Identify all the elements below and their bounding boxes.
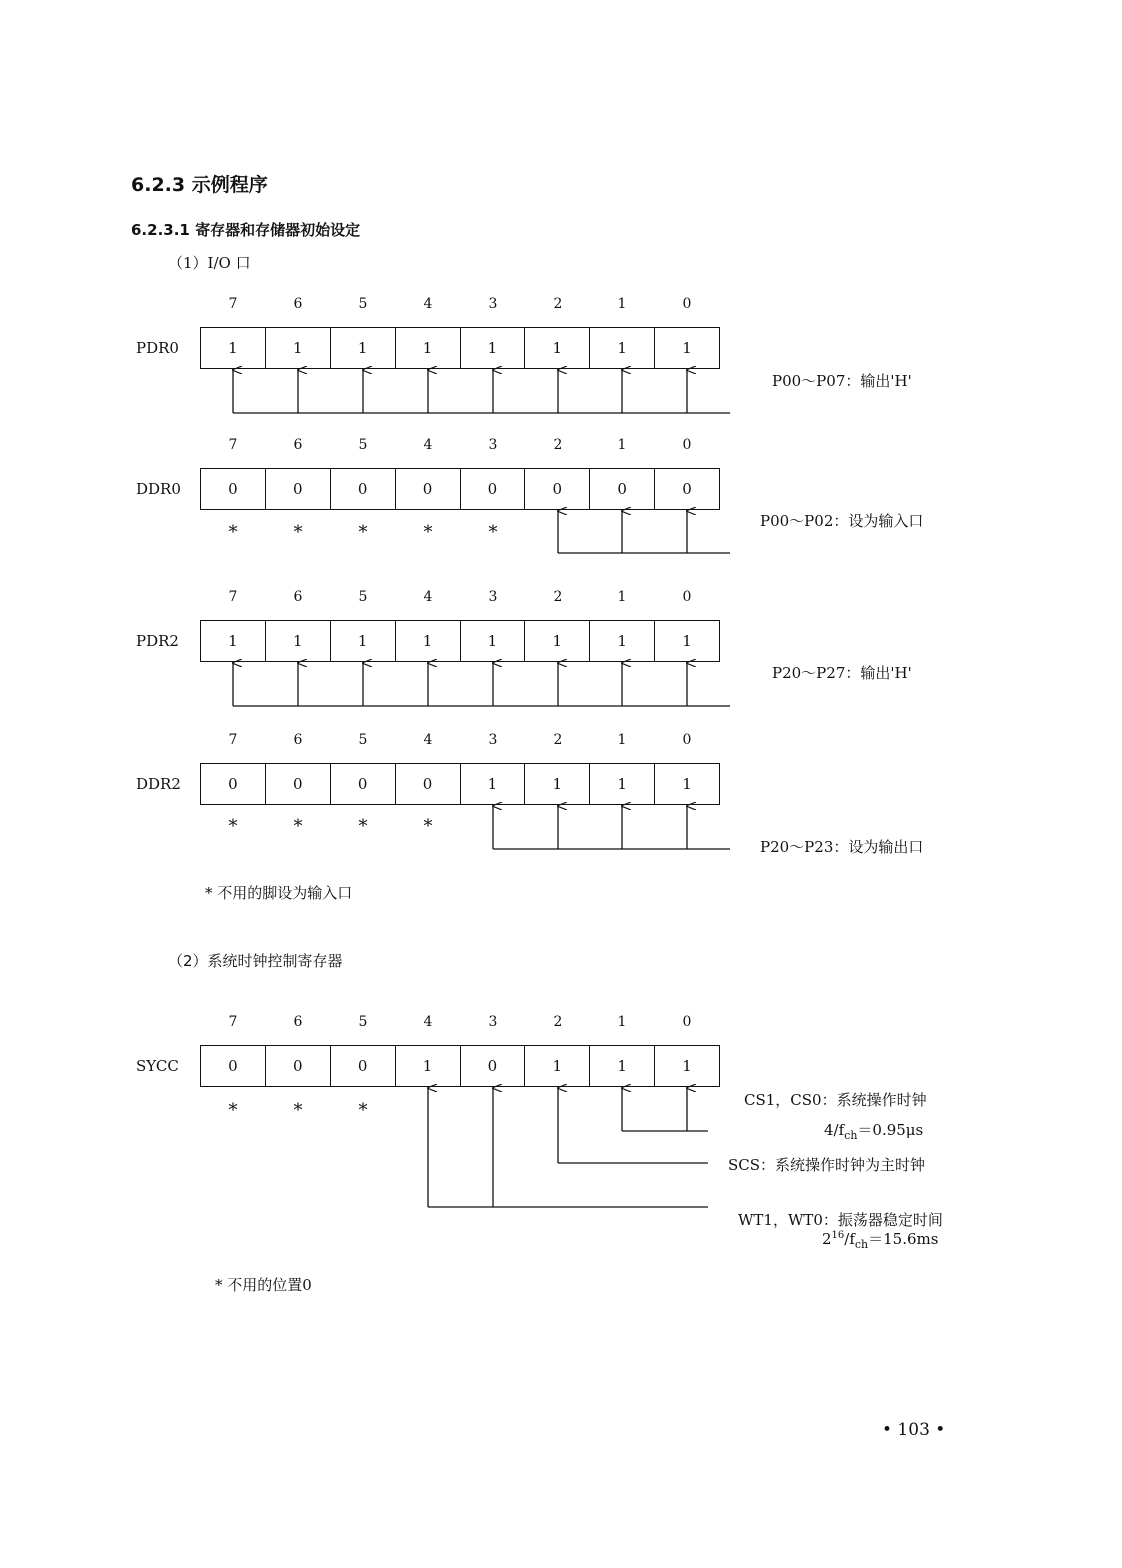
io-note: * 不用的脚设为输入口 [205, 884, 353, 902]
bit-number-label: 5 [358, 589, 368, 605]
register-bit-cell: 1 [331, 621, 396, 661]
register-bit-cell: 0 [396, 469, 461, 509]
bit-number-label: 4 [423, 437, 433, 453]
register-annotation: P20～P27：输出'H' [772, 664, 912, 682]
bit-number-label: 3 [488, 437, 498, 453]
unused-bit-star: * [228, 816, 238, 837]
register-bit-cell: 0 [331, 1046, 396, 1086]
register-bit-cell: 1 [525, 621, 590, 661]
bit-number-label: 2 [553, 296, 563, 312]
register-bit-cell: 0 [331, 764, 396, 804]
register-bit-cell: 1 [590, 1046, 655, 1086]
sycc-scs-annotation: SCS：系统操作时钟为主时钟 [728, 1156, 926, 1174]
register-bit-cell: 1 [396, 621, 461, 661]
bit-number-label: 4 [423, 732, 433, 748]
register-bit-cell: 0 [461, 469, 526, 509]
bit-number-label: 2 [553, 437, 563, 453]
sycc-wt-annotation: WT1，WT0：振荡器稳定时间 [738, 1211, 943, 1229]
bit-number-label: 5 [358, 732, 368, 748]
io-heading: （1）I/O 口 [168, 254, 251, 272]
register-bit-cell: 1 [682, 1057, 692, 1075]
bit-number-label: 0 [682, 296, 692, 312]
register-bit-cell: 0 [266, 469, 331, 509]
bit-number-label: 2 [553, 589, 563, 605]
register-bit-cell: 1 [682, 339, 692, 357]
register-bit-cell: 0 [396, 764, 461, 804]
register-bit-cell: 1 [396, 1046, 461, 1086]
subsection-title: 6.2.3.1 寄存器和存储器初始设定 [131, 221, 361, 239]
bit-number-label: 6 [293, 296, 303, 312]
bit-number-label: 1 [617, 296, 627, 312]
bit-number-label: 6 [293, 1014, 303, 1030]
register-bit-cell: 1 [396, 328, 461, 368]
register-bit-cell: 1 [525, 1046, 590, 1086]
bit-number-label: 5 [358, 296, 368, 312]
bit-number-label: 6 [293, 732, 303, 748]
bit-number-label: 7 [228, 437, 238, 453]
sycc-wt-formula: $2^{16}/f_{ch}=15.6ms$ [822, 1230, 939, 1251]
register-name: SYCC [136, 1057, 179, 1075]
bit-number-label: 6 [293, 437, 303, 453]
register-annotation: P00～P07：输出'H' [772, 372, 912, 390]
register-bit-cell: 1 [331, 328, 396, 368]
register-bit-cell: 0 [201, 469, 266, 509]
register-bit-cell: 0 [682, 480, 692, 498]
unused-bit-star: * [293, 816, 303, 837]
bit-number-label: 0 [682, 589, 692, 605]
register-bit-cell: 0 [201, 764, 266, 804]
register-bit-cell: 1 [590, 621, 655, 661]
bit-number-label: 3 [488, 1014, 498, 1030]
bit-number-label: 0 [682, 732, 692, 748]
register-bit-cell: 1 [525, 328, 590, 368]
unused-bit-star: * [228, 1100, 238, 1121]
bit-number-label: 4 [423, 589, 433, 605]
register-bit-cell: 1 [590, 764, 655, 804]
bit-number-label: 1 [617, 732, 627, 748]
bit-number-label: 1 [617, 437, 627, 453]
sycc-cs-annotation: CS1，CS0：系统操作时钟 [744, 1091, 927, 1109]
register-name: PDR0 [136, 339, 179, 357]
register-bit-cell: 1 [525, 764, 590, 804]
bit-number-label: 7 [228, 589, 238, 605]
unused-bit-star: * [488, 522, 498, 543]
register-bit-cell: 0 [266, 1046, 331, 1086]
register-name: DDR0 [136, 480, 181, 498]
bit-number-label: 3 [488, 732, 498, 748]
bit-number-label: 4 [423, 1014, 433, 1030]
bit-number-label: 6 [293, 589, 303, 605]
bit-number-label: 5 [358, 437, 368, 453]
register-annotation: P00～P02：设为输入口 [760, 512, 924, 530]
bit-number-label: 5 [358, 1014, 368, 1030]
register-bit-cell: 1 [461, 764, 526, 804]
register-bit-cell: 0 [266, 764, 331, 804]
bit-number-label: 7 [228, 1014, 238, 1030]
register-name: PDR2 [136, 632, 179, 650]
register-bit-cell: 0 [461, 1046, 526, 1086]
page-number: • 103 • [882, 1420, 946, 1440]
unused-bit-star: * [228, 522, 238, 543]
bit-number-label: 3 [488, 589, 498, 605]
sycc-note: * 不用的位置0 [215, 1276, 312, 1294]
unused-bit-star: * [423, 522, 433, 543]
register-bit-cell: 1 [266, 328, 331, 368]
register-bit-cell: 1 [461, 621, 526, 661]
register-name: DDR2 [136, 775, 181, 793]
register-bit-cell: 1 [201, 328, 266, 368]
bit-number-label: 0 [682, 1014, 692, 1030]
sycc-cs-formula: $4/f_{ch}=0.95\mu s$ [824, 1121, 924, 1142]
unused-bit-star: * [358, 816, 368, 837]
unused-bit-star: * [423, 816, 433, 837]
bit-number-label: 1 [617, 589, 627, 605]
register-bit-cell: 1 [461, 328, 526, 368]
bit-number-label: 2 [553, 732, 563, 748]
register-bit-cell: 1 [266, 621, 331, 661]
register-bit-cell: 0 [525, 469, 590, 509]
bit-number-label: 4 [423, 296, 433, 312]
unused-bit-star: * [293, 522, 303, 543]
register-bit-cell: 1 [682, 632, 692, 650]
register-bit-cell: 1 [590, 328, 655, 368]
bit-number-label: 7 [228, 732, 238, 748]
section-title: 6.2.3 示例程序 [131, 174, 268, 196]
register-bit-cell: 1 [682, 775, 692, 793]
bit-number-label: 0 [682, 437, 692, 453]
bit-number-label: 2 [553, 1014, 563, 1030]
register-bit-cell: 0 [331, 469, 396, 509]
sycc-heading: （2）系统时钟控制寄存器 [168, 952, 343, 970]
register-bit-cell: 1 [201, 621, 266, 661]
unused-bit-star: * [358, 1100, 368, 1121]
bit-number-label: 7 [228, 296, 238, 312]
unused-bit-star: * [293, 1100, 303, 1121]
register-bit-cell: 0 [201, 1046, 266, 1086]
bit-number-label: 3 [488, 296, 498, 312]
unused-bit-star: * [358, 522, 368, 543]
register-bit-cell: 0 [590, 469, 655, 509]
bit-number-label: 1 [617, 1014, 627, 1030]
register-annotation: P20～P23：设为输出口 [760, 838, 924, 856]
